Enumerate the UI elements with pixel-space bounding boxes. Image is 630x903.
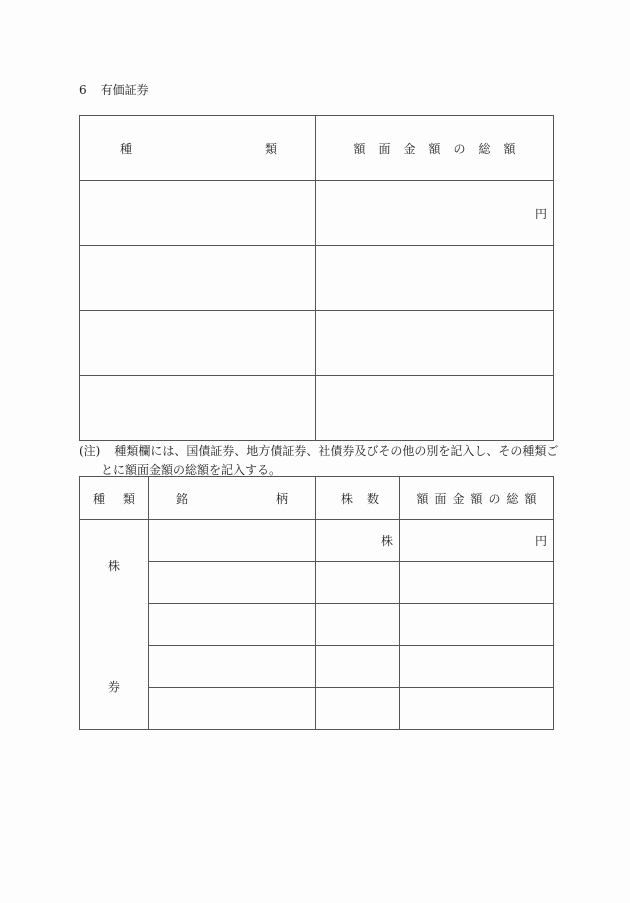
header-shares-char1: 株 (341, 491, 354, 506)
amount-cell[interactable] (400, 646, 554, 688)
table-row (80, 688, 554, 730)
header-kind (80, 477, 149, 520)
header-name-char2: 柄 (275, 491, 288, 506)
table-header-row (80, 477, 554, 520)
securities-table (79, 115, 554, 441)
header-shares (316, 477, 400, 520)
kind-label-top: 株 (107, 559, 120, 573)
header-amount: 額面金額の総額 (400, 477, 554, 520)
header-shares-char2: 数 (366, 491, 379, 506)
kind-cell[interactable] (80, 311, 316, 376)
amount-cell[interactable] (316, 376, 554, 441)
table-row (80, 181, 554, 246)
table-row (80, 562, 554, 604)
yen-unit: 円 (534, 534, 547, 548)
shares-cell[interactable] (316, 562, 400, 604)
header-kind-char2: 類 (264, 141, 277, 156)
kind-cell[interactable] (80, 246, 316, 311)
note-label: (注) (79, 444, 101, 458)
table-header-row (80, 116, 554, 181)
header-name (149, 477, 316, 520)
section-heading (79, 81, 149, 98)
section-title: 有価証券 (100, 83, 149, 97)
table-row (80, 376, 554, 441)
name-cell[interactable] (149, 520, 316, 562)
amount-cell[interactable] (316, 181, 554, 246)
amount-cell[interactable] (316, 246, 554, 311)
note-line1: 種類欄には、国債証券、地方債証券、社債券及びその他の別を記入し、その種類ご (114, 444, 559, 458)
table-row (80, 604, 554, 646)
name-cell[interactable] (149, 562, 316, 604)
table-row (80, 520, 554, 562)
header-kind-char1: 種 (120, 141, 133, 156)
table-row (80, 246, 554, 311)
shares-cell[interactable] (316, 646, 400, 688)
header-name-char1: 銘 (176, 491, 189, 506)
amount-cell[interactable] (400, 520, 554, 562)
shares-cell[interactable] (316, 688, 400, 730)
stocks-table (79, 476, 554, 730)
kind-label-bottom: 券 (107, 680, 120, 694)
amount-cell[interactable] (400, 604, 554, 646)
header-kind-char1: 種 (93, 491, 106, 506)
header-amount: 額面金額の総額 (316, 116, 554, 181)
amount-cell[interactable] (316, 311, 554, 376)
kind-cell[interactable] (80, 376, 316, 441)
name-cell[interactable] (149, 604, 316, 646)
shares-cell[interactable] (316, 604, 400, 646)
table-row (80, 646, 554, 688)
amount-cell[interactable] (400, 688, 554, 730)
note-line2: とに額面金額の総額を記入する。 (101, 463, 282, 477)
kind-cell-stock (80, 520, 149, 730)
kind-cell[interactable] (80, 181, 316, 246)
header-kind-char2: 類 (122, 491, 135, 506)
name-cell[interactable] (149, 646, 316, 688)
yen-unit: 円 (534, 206, 547, 221)
table-row (80, 311, 554, 376)
amount-cell[interactable] (400, 562, 554, 604)
shares-cell[interactable] (316, 520, 400, 562)
shares-unit: 株 (380, 534, 393, 548)
note (79, 442, 559, 480)
header-kind (80, 116, 316, 181)
section-number: 6 (79, 83, 87, 97)
name-cell[interactable] (149, 688, 316, 730)
